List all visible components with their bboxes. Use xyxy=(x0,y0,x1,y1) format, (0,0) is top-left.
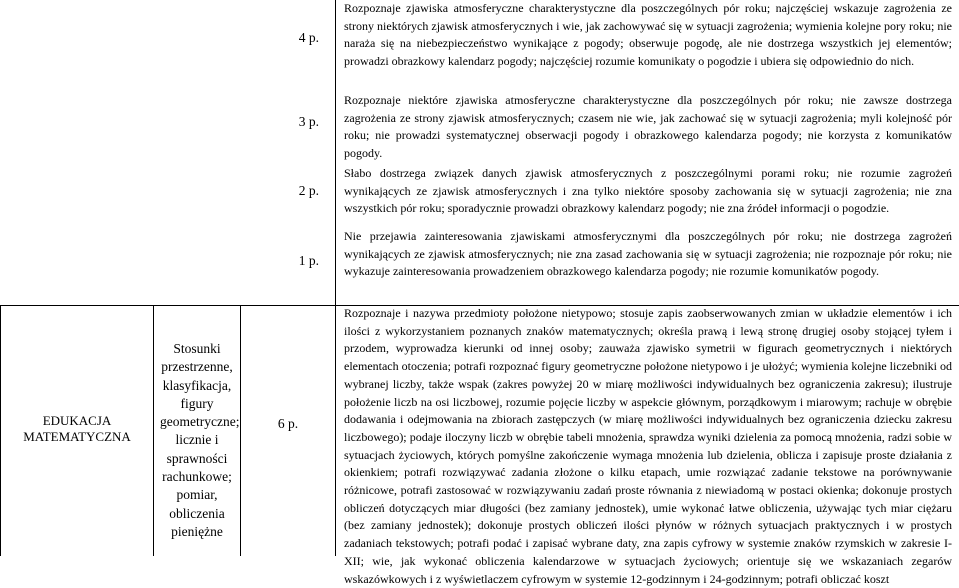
grade-label: 2 p. xyxy=(298,183,319,198)
divider-left-edge xyxy=(0,305,1,556)
grade-label: 3 p. xyxy=(298,114,319,129)
topic-label: Stosunki przestrzenne, klasyfikacja, figury geometryczne; licznie i sprawności rachunkowe; pomiar, obliczenia pieniężne xyxy=(160,341,240,539)
education-area-label: EDUKACJA MATEMATYCZNA xyxy=(23,413,131,444)
criteria-text: Rozpoznaje i nazywa przedmioty położone nietypowo; stosuje zapis zaobserwowanych zmian w układzie elementów i ich ilości z wykorzystaniem poznanych znaków matematycznych; określa prawą i lewą stronę drugiej osoby stojącej tyłem i przodem, wyprowadza kierunki od innej osoby; zauważa zjawisko symetrii w figurach geometrycznych i niektórych elementach otoczenia; potrafi rozpoznać figury geometryczne położone nietypowo i je ułożyć; wymienia kolejne liczebniki od wybranej liczby, także wspak (zakres powyżej 20 w miarę możliwości indywidualnych bez ograniczenia zakresu); ilustruje położenie liczb na osi liczbowej, rozumie pojęcie liczby w aspekcie głównym, porządkowym i miarowym; rachuje w obrębie dodawania i odejmowania na zbiorach zastępczych (w miarę możliwości indywidualnych bez ograniczenia dziecku zakresu liczbowego); podaje iloczyny liczb w obrębie tabeli mnożenia, sprawdza wyniki dzielenia za pomocą mnożenia, radzi sobie w sytuacjach życiowych, których pomyślne zakończenie wymaga mnożenia lub dzielenia, oblicza i zapisuje proste działania z okienkiem; potrafi rozwiązywać zadania złożone o kilku etapach, umie rozwiązać zadanie tekstowe na porównywanie różnicowe, potrafi zastosować w rozwiązywaniu zadań proste równania z niewiadomą w postaci okienka; dokonuje prostych obliczeń dotyczących miar długości (bez zamiany jednostek), umie wykonać łatwe obliczenia, używając tych miar ciężaru (bez zamiany jednostek); dokonuje prostych obliczeń ilości płynów w różnych sytuacjach praktycznych i w prostych zadaniach tekstowych; potrafi podać i zapisać wybrane daty, zna zapis cyfrowy w systemie znaków rzymskich w zakresie I-XII; wie, jak wykonać obliczenia kalendarzowe w sytuacjach życiowych; orientuje się we wskazaniach zegarów wskazówkowych i z wyświetlaczem cyfrowym w systemie 12-godzinnym i 24-godzinnym; potrafi obliczać koszt xyxy=(344,306,952,586)
criteria-text: Rozpoznaje niektóre zjawiska atmosferyczne charakterystyczne dla poszczególnych pór roku; nie zawsze dostrzega zagrożenia ze strony zjawisk atmosferycznych; czasem nie wie, jak zachować się w sytuacji zagrożenia; myli kolejność pór roku; nie prowadzi systematycznej obserwacji pogody i obrazkowego kalendarza pogody; nie korzysta z komunikatów pogody. xyxy=(344,93,952,161)
criteria-text: Nie przejawia zainteresowania zjawiskami atmosferycznymi dla poszczególnych pór roku; nie dostrzega zagrożeń wynikających ze zjawisk atmosferycznych; nie zna zasad zachowania się w sytuacji zagrożenia; nie rozpoznaje pór roku; nie wykazuje zainteresowania prowadzeniem obrazkowego kalendarza pogody; nie rozumie komunikatów pogody. xyxy=(344,229,952,279)
criteria-text: Słabo dostrzega związek danych zjawisk atmosferycznych z poszczególnymi porami roku; nie rozumie zagrożeń wynikających ze zjawisk atmosferycznych i zna tylko niektóre sposoby zachowania się w sytuacji zagrożenia; nie zna wszystkich pór roku; sporadycznie prowadzi obrazkowy kalendarz pogody; nie zna źródeł informacji o pogodzie. xyxy=(344,166,952,216)
grade-label: 1 p. xyxy=(298,253,319,268)
criteria-text: Rozpoznaje zjawiska atmosferyczne charakterystyczne dla poszczególnych pór roku; najczęściej wskazuje zagrożenia ze strony niektórych zjawisk atmosferycznych i wie, jak zachowywać się w sytuacji zagrożenia; wymienia kolejne pory roku; nie naraża się na niebezpieczeństwo wynikające z pogody; obserwuje pogodę, ale nie dostrzega wszystkich jej elementów; prowadzi obrazkowy kalendarz pogody; najczęściej rozumie komunikaty o pogodzie i ubiera się odpowiednio do nich. xyxy=(344,1,952,69)
grade-label: 4 p. xyxy=(298,30,319,45)
divider-area-topic xyxy=(153,305,154,556)
grade-label: 6 p. xyxy=(277,416,299,431)
divider-grade-text-top xyxy=(335,0,336,305)
divider-grade-text xyxy=(335,305,336,556)
